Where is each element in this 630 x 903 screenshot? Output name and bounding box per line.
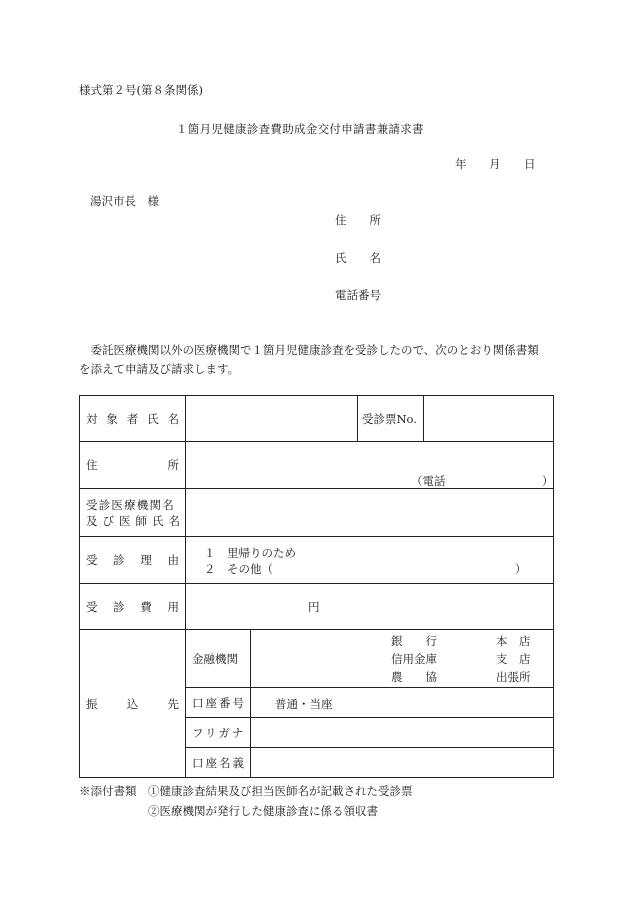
- fee-unit: 円: [308, 600, 320, 614]
- furigana-label: フリガナ: [186, 718, 251, 748]
- address-field[interactable]: [186, 442, 554, 489]
- bank-label: 金融機関: [186, 630, 251, 688]
- subject-name-label: 対 象 者 氏 名: [80, 396, 186, 442]
- applicant-phone-label: 電話番号: [335, 288, 381, 302]
- address-label: 住 所: [80, 442, 186, 489]
- form-title: １箇月児健康診査費助成金交付申請書兼請求書: [176, 122, 424, 136]
- account-name-field[interactable]: [251, 748, 554, 778]
- reason-option-1[interactable]: １ 里帰りのため: [204, 546, 296, 560]
- attachment-item-1: ①健康診査結果及び担当医師名が記載された受診票: [148, 784, 413, 798]
- branch-type-branch: 支 店: [496, 652, 531, 666]
- date-year: 年: [455, 157, 467, 171]
- reason-label: 受 診 理 由: [80, 537, 186, 584]
- reason-close: ）: [515, 562, 527, 576]
- reason-field[interactable]: [186, 537, 554, 584]
- bank-type-bank: 銀 行: [391, 634, 437, 648]
- branch-type-office: 出張所: [496, 670, 531, 684]
- ticket-no-field[interactable]: [424, 396, 554, 442]
- bank-type-agri: 農 協: [391, 670, 437, 684]
- transfer-label: 振 込 先: [80, 630, 186, 778]
- body-text-line2: を添えて申請及び請求します。: [79, 362, 240, 376]
- addressee: 湯沢市長 様: [90, 194, 159, 208]
- ticket-no-label: 受診票No.: [358, 396, 424, 442]
- account-name-label: 口座名義: [186, 748, 251, 778]
- fee-field[interactable]: [186, 584, 554, 630]
- date-month: 月: [489, 157, 501, 171]
- account-number-label: 口座番号: [186, 688, 251, 718]
- subject-name-field[interactable]: [186, 396, 358, 442]
- clinic-doctor-field[interactable]: [186, 489, 554, 537]
- reason-option-2[interactable]: ２ その他（: [204, 562, 273, 576]
- date-day: 日: [524, 157, 536, 171]
- applicant-address-label: 住 所: [335, 213, 381, 227]
- attachment-item-2: ②医療機関が発行した健康診査に係る領収書: [148, 804, 378, 818]
- bank-type-credit: 信用金庫: [391, 652, 437, 666]
- form-number: 様式第２号(第８条関係): [79, 83, 203, 97]
- account-number-field[interactable]: [251, 688, 554, 718]
- bank-field[interactable]: [251, 630, 554, 688]
- account-type[interactable]: 普通・当座: [275, 697, 333, 711]
- body-text-line1: 委託医療機関以外の医療機関で１箇月児健康診査を受診したので、次のとおり関係書類: [79, 343, 539, 357]
- application-table: [79, 395, 554, 778]
- attachments-label: ※添付書類: [79, 784, 137, 798]
- applicant-name-label: 氏 名: [335, 251, 381, 265]
- branch-type-main: 本 店: [496, 634, 531, 648]
- phone-label: （電話: [411, 474, 446, 488]
- clinic-doctor-label: 受診医療機関名 及び医師氏名: [80, 489, 186, 537]
- furigana-field[interactable]: [251, 718, 554, 748]
- fee-label: 受 診 費 用: [80, 584, 186, 630]
- phone-close: ）: [542, 474, 554, 488]
